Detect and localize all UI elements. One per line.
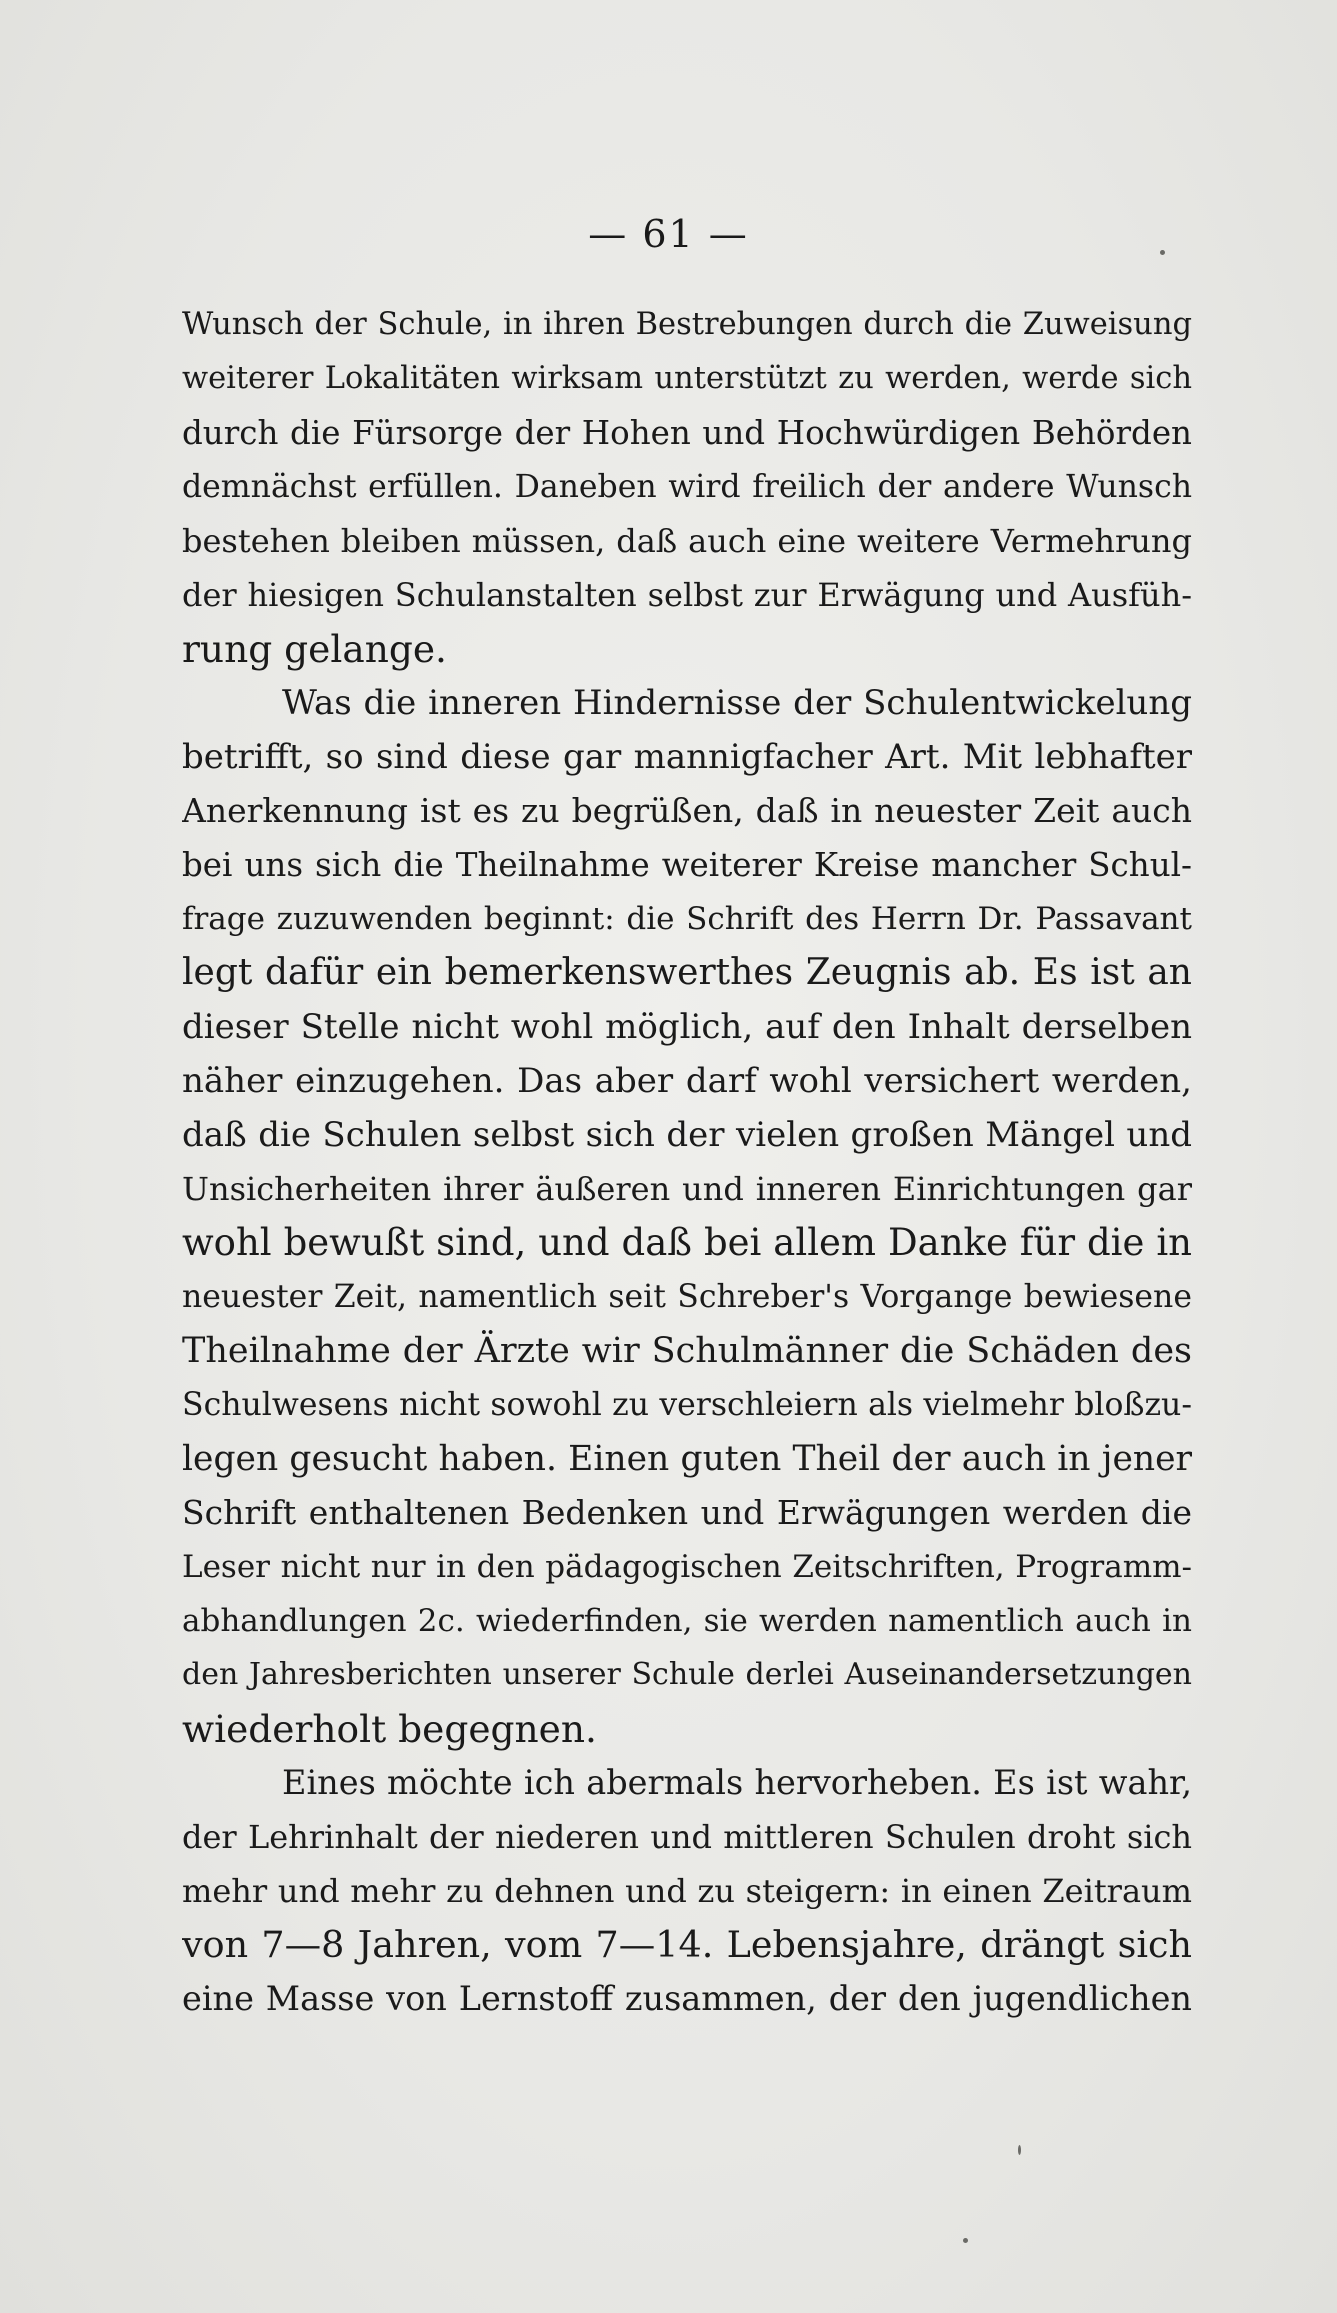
text-line: mehr und mehr zu dehnen und zu steigern: in einen Zeitraum [182,1872,1192,1910]
text-line: von 7—8 Jahren, vom 7—14. Lebensjahre, drängt sich [182,1923,1192,1966]
text-line: bei uns sich die Theilnahme weiterer Kreise mancher Schul- [182,846,1192,884]
text-line: Anerkennung ist es zu begrüßen, daß in neuester Zeit auch [182,791,1192,830]
text-line: der Lehrinhalt der niederen und mittleren Schulen droht sich [182,1818,1192,1856]
text-line: dieser Stelle nicht wohl möglich, auf den Inhalt derselben [182,1007,1192,1047]
text-line: näher einzugehen. Das aber darf wohl versichert werden, [182,1061,1192,1101]
text-line: weiterer Lokalitäten wirksam unterstützt zu werden, werde sich [182,361,1192,396]
text-line: wohl bewußt sind, und daß bei allem Danke für die in [182,1221,1192,1264]
text-line: Schrift enthaltenen Bedenken und Erwägungen werden die [182,1493,1192,1532]
text-line: bestehen bleiben müssen, daß auch eine weitere Vermehrung [182,522,1192,560]
paper-speck [1160,250,1165,255]
text-line: durch die Fürsorge der Hohen und Hochwürdigen Behörden [182,414,1192,452]
text-line: legt dafür ein bemerkenswerthes Zeugnis ab. Es ist an [182,952,1192,993]
text-line: wiederholt begegnen. [182,1707,597,1751]
paper-speck [1018,2145,1021,2155]
paper-speck [963,2238,968,2243]
text-line: der hiesigen Schulanstalten selbst zur Erwägung und Ausfüh- [182,576,1192,614]
text-line: neuester Zeit, namentlich seit Schreber's Vorgange bewiesene [182,1279,1192,1315]
text-line: legen gesucht haben. Einen guten Theil der auch in jener [182,1439,1192,1479]
text-line: betrifft, so sind diese gar mannigfacher Art. Mit lebhafter [182,737,1192,777]
text-line: abhandlungen 2c. wiederfinden, sie werden namentlich auch in [182,1603,1192,1639]
text-line: eine Masse von Lernstoff zusammen, der den jugendlichen [182,1979,1192,2018]
paragraph-start-line: Was die inneren Hindernisse der Schulentwickelung [282,683,1192,723]
text-line: rung gelange. [182,627,447,671]
text-line: den Jahresberichten unserer Schule derlei Auseinandersetzungen [182,1657,1192,1692]
text-line: Unsicherheiten ihrer äußeren und inneren Einrichtungen gar [182,1170,1192,1208]
text-line: frage zuzuwenden beginnt: die Schrift des Herrn Dr. Passavant [182,901,1192,937]
text-line: Wunsch der Schule, in ihren Bestrebungen durch die Zuweisung [182,307,1192,342]
text-line: Leser nicht nur in den pädagogischen Zeitschriften, Programm- [182,1549,1192,1585]
text-line: Schulwesens nicht sowohl zu verschleiern als vielmehr bloßzu- [182,1387,1192,1423]
text-line: daß die Schulen selbst sich der vielen großen Mängel und [182,1115,1192,1155]
page-number: — 61 — [588,212,749,256]
text-line: Theilnahme der Ärzte wir Schulmänner die Schäden des [182,1331,1192,1371]
paragraph-start-line: Eines möchte ich abermals hervorheben. Es ist wahr, [282,1763,1192,1802]
text-line: demnächst erfüllen. Daneben wird freilich der andere Wunsch [182,469,1192,505]
body-text [182,298,1192,2026]
